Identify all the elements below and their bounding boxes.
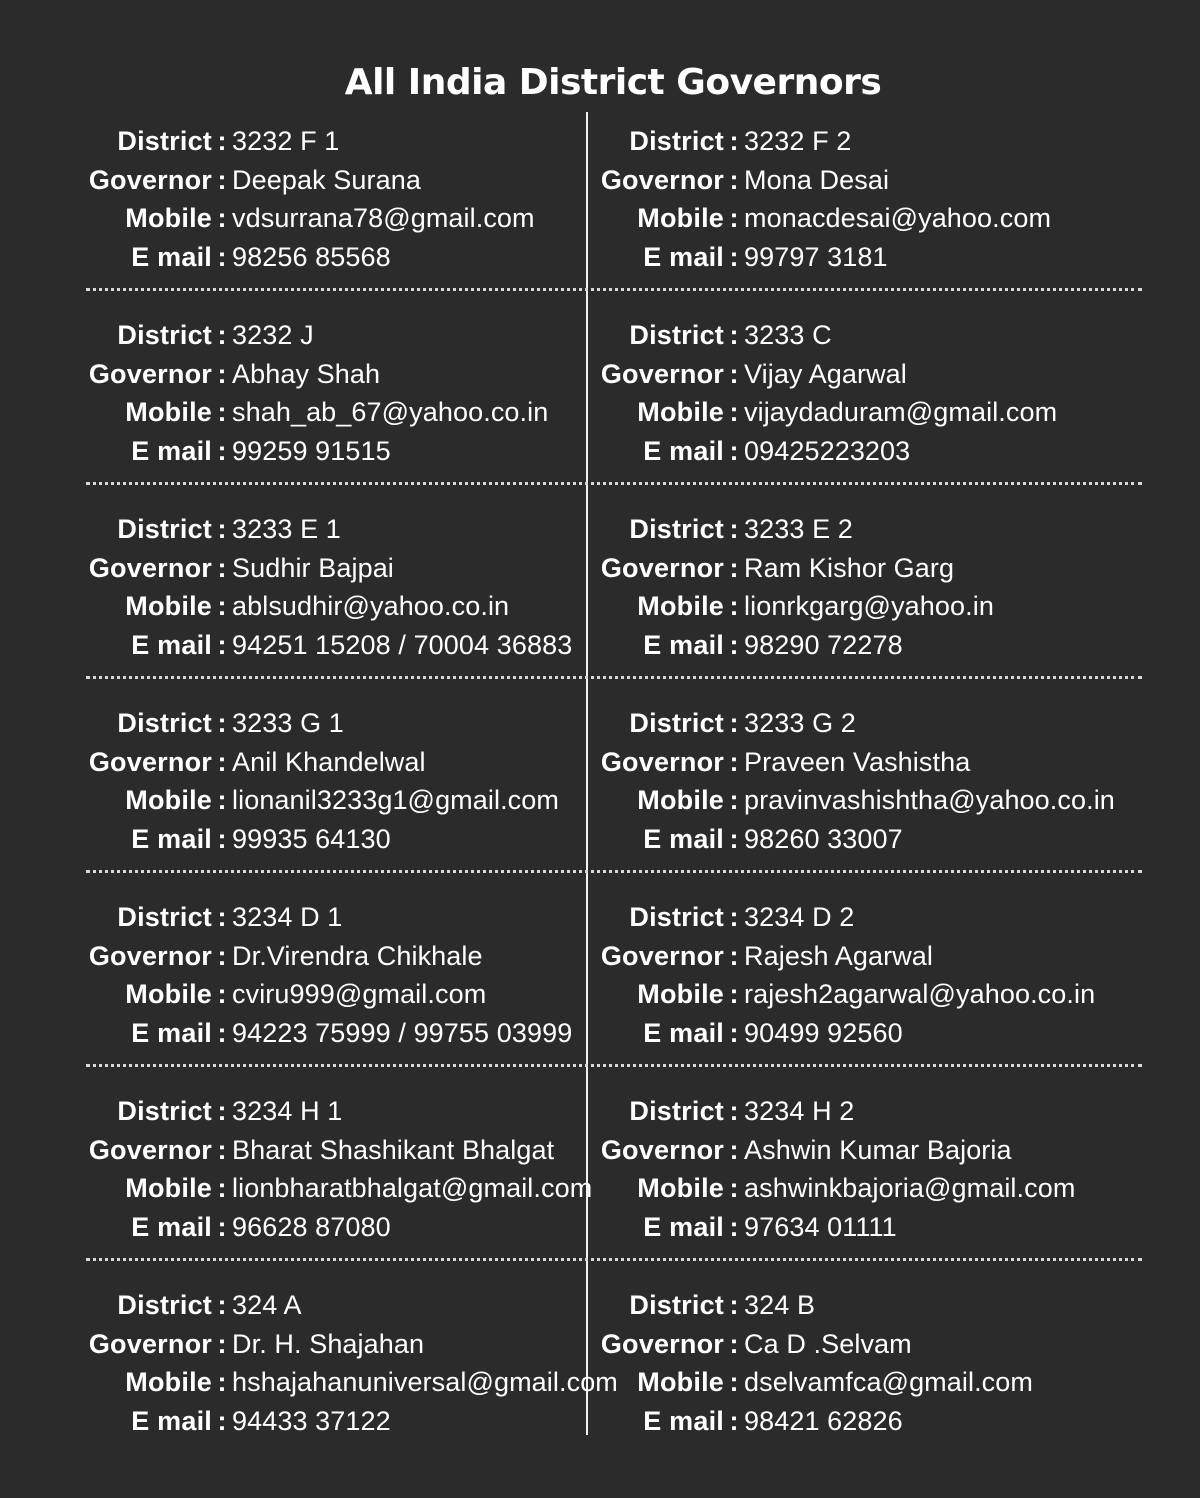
- email-label: E mail: [643, 1405, 724, 1436]
- governor-value: Anil Khandelwal: [232, 746, 426, 777]
- governor-line: [86, 161, 586, 200]
- mobile-label: Mobile: [125, 397, 212, 427]
- district-label: District: [629, 708, 724, 738]
- mobile-value: dselvamfca@gmail.com: [744, 1367, 1033, 1397]
- colon: :: [729, 126, 739, 156]
- district-label: District: [629, 1096, 724, 1126]
- governor-value: Vijay Agarwal: [744, 358, 907, 389]
- mobile-label: Mobile: [637, 979, 724, 1009]
- mobile-value: hshajahanuniversal@gmail.com: [232, 1367, 618, 1397]
- district-line: [86, 704, 586, 743]
- email-value: 98421 62826: [744, 1405, 903, 1436]
- colon: :: [217, 358, 227, 389]
- colon: :: [729, 940, 739, 971]
- district-value: 3233 G 1: [232, 708, 344, 738]
- district-value: 3233 E 2: [744, 514, 853, 544]
- mobile-value: ashwinkbajoria@gmail.com: [744, 1173, 1076, 1203]
- mobile-line: [598, 393, 1142, 432]
- governor-line: [86, 549, 586, 588]
- colon: :: [217, 1211, 227, 1242]
- mobile-line: [598, 1363, 1142, 1402]
- district-value: 3233 G 2: [744, 708, 856, 738]
- table-row: [86, 704, 1142, 898]
- mobile-line: [598, 781, 1142, 820]
- district-label: District: [117, 320, 212, 350]
- district-label: District: [117, 514, 212, 544]
- mobile-value: vdsurrana78@gmail.com: [232, 203, 535, 233]
- district-label: District: [117, 126, 212, 156]
- governor-line: [598, 549, 1142, 588]
- governor-value: Praveen Vashistha: [744, 746, 971, 777]
- email-value: 99259 91515: [232, 435, 391, 466]
- mobile-label: Mobile: [125, 1173, 212, 1203]
- governor-label: Governor: [600, 746, 724, 777]
- governor-card: [598, 704, 1142, 858]
- mobile-label: Mobile: [125, 591, 212, 621]
- mobile-line: [598, 1169, 1142, 1208]
- mobile-line: [86, 393, 586, 432]
- colon: :: [729, 320, 739, 350]
- governor-card: [598, 898, 1142, 1052]
- email-value: 94433 37122: [232, 1405, 391, 1436]
- email-label: E mail: [643, 629, 724, 660]
- mobile-value: shah_ab_67@yahoo.co.in: [232, 397, 549, 427]
- colon: :: [217, 435, 227, 466]
- mobile-value: pravinvashishtha@yahoo.co.in: [744, 785, 1115, 815]
- email-line: [86, 1208, 586, 1247]
- email-line: [598, 238, 1142, 277]
- district-line: [598, 898, 1142, 937]
- district-label: District: [117, 902, 212, 932]
- mobile-label: Mobile: [637, 203, 724, 233]
- colon: :: [217, 1290, 227, 1320]
- mobile-line: [86, 781, 586, 820]
- governor-card: [86, 510, 586, 664]
- governor-card: [86, 1286, 618, 1440]
- district-label: District: [629, 514, 724, 544]
- governor-card: [598, 510, 1142, 664]
- governor-value: Sudhir Bajpai: [232, 552, 394, 583]
- colon: :: [217, 591, 227, 621]
- dotted-separator: [86, 1258, 1142, 1261]
- governor-card: [86, 316, 586, 470]
- governor-value: Mona Desai: [744, 164, 890, 195]
- governor-value: Dr.Virendra Chikhale: [232, 940, 483, 971]
- email-value: 09425223203: [744, 435, 911, 466]
- district-value: 324 A: [232, 1290, 302, 1320]
- governor-value: Bharat Shashikant Bhalgat: [232, 1134, 555, 1165]
- colon: :: [729, 1173, 739, 1203]
- district-label: District: [117, 1096, 212, 1126]
- district-value: 3232 F 2: [744, 126, 852, 156]
- colon: :: [729, 1290, 739, 1320]
- district-label: District: [117, 708, 212, 738]
- email-label: E mail: [643, 435, 724, 466]
- page-title: All India District Governors: [344, 62, 882, 103]
- governor-line: [86, 1131, 586, 1170]
- governor-value: Deepak Surana: [232, 164, 421, 195]
- governor-label: Governor: [88, 940, 212, 971]
- table-row: [86, 1286, 1142, 1480]
- email-value: 98290 72278: [744, 629, 903, 660]
- colon: :: [217, 320, 227, 350]
- email-value: 94223 75999 / 99755 03999: [232, 1017, 573, 1048]
- email-line: [86, 626, 586, 665]
- colon: :: [729, 1328, 739, 1359]
- governor-card: [86, 898, 586, 1052]
- colon: :: [217, 1134, 227, 1165]
- email-line: [86, 1402, 586, 1441]
- colon: :: [729, 435, 739, 466]
- governor-card: [598, 1092, 1142, 1246]
- governor-label: Governor: [600, 358, 724, 389]
- colon: :: [217, 164, 227, 195]
- mobile-value: ablsudhir@yahoo.co.in: [232, 591, 510, 621]
- dotted-separator: [86, 1064, 1142, 1067]
- colon: :: [217, 785, 227, 815]
- governor-label: Governor: [600, 940, 724, 971]
- email-value: 98260 33007: [744, 823, 903, 854]
- governor-line: [86, 743, 586, 782]
- governor-label: Governor: [88, 746, 212, 777]
- mobile-value: rajesh2agarwal@yahoo.co.in: [744, 979, 1096, 1009]
- governor-card: [86, 704, 586, 858]
- colon: :: [729, 514, 739, 544]
- colon: :: [729, 358, 739, 389]
- mobile-label: Mobile: [125, 785, 212, 815]
- email-line: [598, 432, 1142, 471]
- table-row: [86, 510, 1142, 704]
- mobile-label: Mobile: [637, 785, 724, 815]
- mobile-line: [598, 587, 1142, 626]
- email-line: [598, 1014, 1142, 1053]
- governor-line: [598, 355, 1142, 394]
- dotted-separator: [86, 870, 1142, 873]
- governor-label: Governor: [88, 1134, 212, 1165]
- dotted-separator: [86, 288, 1142, 291]
- mobile-value: lionbharatbhalgat@gmail.com: [232, 1173, 593, 1203]
- district-line: [598, 316, 1142, 355]
- governor-card: [86, 1092, 593, 1246]
- governor-value: Dr. H. Shajahan: [232, 1328, 425, 1359]
- district-value: 3234 D 1: [232, 902, 343, 932]
- colon: :: [217, 746, 227, 777]
- table-row: [86, 122, 1142, 316]
- email-value: 97634 01111: [744, 1211, 897, 1242]
- district-line: [86, 898, 586, 937]
- colon: :: [729, 1096, 739, 1126]
- mobile-line: [598, 199, 1142, 238]
- district-value: 3234 H 1: [232, 1096, 343, 1126]
- district-line: [598, 704, 1142, 743]
- governor-label: Governor: [88, 358, 212, 389]
- governor-card: [598, 1286, 1142, 1440]
- colon: :: [217, 514, 227, 544]
- email-value: 94251 15208 / 70004 36883: [232, 629, 573, 660]
- mobile-value: vijaydaduram@gmail.com: [744, 397, 1058, 427]
- colon: :: [217, 1173, 227, 1203]
- email-value: 90499 92560: [744, 1017, 903, 1048]
- colon: :: [729, 1017, 739, 1048]
- district-line: [598, 1092, 1142, 1131]
- table-row: [86, 1092, 1142, 1286]
- governor-label: Governor: [600, 164, 724, 195]
- district-value: 324 B: [744, 1290, 816, 1320]
- district-label: District: [629, 126, 724, 156]
- email-label: E mail: [131, 241, 212, 272]
- colon: :: [729, 902, 739, 932]
- email-label: E mail: [131, 629, 212, 660]
- colon: :: [729, 1405, 739, 1436]
- email-line: [86, 820, 586, 859]
- colon: :: [217, 629, 227, 660]
- colon: :: [729, 241, 739, 272]
- mobile-line: [86, 1169, 593, 1208]
- governor-card: [598, 316, 1142, 470]
- district-value: 3232 F 1: [232, 126, 340, 156]
- colon: :: [217, 126, 227, 156]
- colon: :: [729, 979, 739, 1009]
- mobile-value: lionanil3233g1@gmail.com: [232, 785, 559, 815]
- colon: :: [217, 397, 227, 427]
- mobile-label: Mobile: [637, 1367, 724, 1397]
- dotted-separator: [86, 676, 1142, 679]
- governor-label: Governor: [600, 1328, 724, 1359]
- governor-line: [598, 937, 1142, 976]
- email-line: [598, 1402, 1142, 1441]
- district-line: [598, 122, 1142, 161]
- governor-label: Governor: [600, 552, 724, 583]
- colon: :: [217, 708, 227, 738]
- mobile-label: Mobile: [125, 1367, 212, 1397]
- email-label: E mail: [131, 823, 212, 854]
- email-label: E mail: [131, 1211, 212, 1242]
- mobile-value: cviru999@gmail.com: [232, 979, 487, 1009]
- governor-label: Governor: [88, 552, 212, 583]
- colon: :: [729, 629, 739, 660]
- email-value: 96628 87080: [232, 1211, 391, 1242]
- colon: :: [217, 1096, 227, 1126]
- colon: :: [729, 397, 739, 427]
- mobile-value: monacdesai@yahoo.com: [744, 203, 1052, 233]
- district-line: [86, 122, 586, 161]
- governor-label: Governor: [88, 1328, 212, 1359]
- mobile-line: [86, 199, 586, 238]
- colon: :: [217, 940, 227, 971]
- table-row: [86, 316, 1142, 510]
- colon: :: [729, 1134, 739, 1165]
- email-label: E mail: [643, 823, 724, 854]
- district-line: [598, 510, 1142, 549]
- dotted-separator: [86, 482, 1142, 485]
- colon: :: [729, 203, 739, 233]
- mobile-line: [86, 1363, 618, 1402]
- district-line: [86, 1286, 586, 1325]
- governor-line: [598, 1131, 1142, 1170]
- colon: :: [729, 708, 739, 738]
- governor-value: Ashwin Kumar Bajoria: [744, 1134, 1012, 1165]
- email-label: E mail: [131, 435, 212, 466]
- email-line: [598, 1208, 1142, 1247]
- email-line: [598, 626, 1142, 665]
- colon: :: [217, 823, 227, 854]
- district-line: [86, 1092, 586, 1131]
- email-value: 99935 64130: [232, 823, 391, 854]
- governor-card: [86, 122, 586, 276]
- colon: :: [217, 203, 227, 233]
- governor-card: [598, 122, 1142, 276]
- district-line: [86, 510, 586, 549]
- colon: :: [729, 1211, 739, 1242]
- mobile-line: [598, 975, 1142, 1014]
- district-value: 3233 C: [744, 320, 832, 350]
- colon: :: [729, 164, 739, 195]
- email-value: 98256 85568: [232, 241, 391, 272]
- email-line: [598, 820, 1142, 859]
- district-label: District: [629, 1290, 724, 1320]
- district-value: 3234 D 2: [744, 902, 855, 932]
- email-line: [86, 238, 586, 277]
- email-label: E mail: [643, 241, 724, 272]
- colon: :: [217, 1017, 227, 1048]
- email-label: E mail: [643, 1017, 724, 1048]
- colon: :: [217, 552, 227, 583]
- colon: :: [217, 1328, 227, 1359]
- email-label: E mail: [643, 1211, 724, 1242]
- governor-value: Abhay Shah: [232, 358, 381, 389]
- mobile-label: Mobile: [637, 591, 724, 621]
- colon: :: [729, 785, 739, 815]
- district-value: 3232 J: [232, 320, 314, 350]
- colon: :: [217, 1405, 227, 1436]
- mobile-line: [86, 587, 586, 626]
- colon: :: [729, 591, 739, 621]
- governor-line: [598, 1325, 1142, 1364]
- email-value: 99797 3181: [744, 241, 888, 272]
- district-label: District: [629, 902, 724, 932]
- colon: :: [217, 1367, 227, 1397]
- colon: :: [217, 979, 227, 1009]
- mobile-value: lionrkgarg@yahoo.in: [744, 591, 994, 621]
- governor-label: Governor: [600, 1134, 724, 1165]
- governor-line: [598, 161, 1142, 200]
- email-label: E mail: [131, 1405, 212, 1436]
- governor-value: Ram Kishor Garg: [744, 552, 955, 583]
- email-line: [86, 432, 586, 471]
- email-label: E mail: [131, 1017, 212, 1048]
- governor-line: [86, 355, 586, 394]
- governor-line: [86, 1325, 586, 1364]
- district-line: [86, 316, 586, 355]
- colon: :: [729, 1367, 739, 1397]
- governor-line: [598, 743, 1142, 782]
- colon: :: [729, 823, 739, 854]
- colon: :: [217, 241, 227, 272]
- district-label: District: [117, 1290, 212, 1320]
- governor-label: Governor: [88, 164, 212, 195]
- colon: :: [217, 902, 227, 932]
- table-row: [86, 898, 1142, 1092]
- governor-value: Rajesh Agarwal: [744, 940, 934, 971]
- district-value: 3233 E 1: [232, 514, 341, 544]
- governor-line: [86, 937, 586, 976]
- mobile-label: Mobile: [637, 1173, 724, 1203]
- governors-grid: [86, 122, 1142, 1480]
- mobile-label: Mobile: [125, 979, 212, 1009]
- governor-value: Ca D .Selvam: [744, 1328, 912, 1359]
- district-line: [598, 1286, 1142, 1325]
- email-line: [86, 1014, 586, 1053]
- district-label: District: [629, 320, 724, 350]
- colon: :: [729, 746, 739, 777]
- mobile-label: Mobile: [637, 397, 724, 427]
- mobile-label: Mobile: [125, 203, 212, 233]
- district-value: 3234 H 2: [744, 1096, 855, 1126]
- mobile-line: [86, 975, 586, 1014]
- colon: :: [729, 552, 739, 583]
